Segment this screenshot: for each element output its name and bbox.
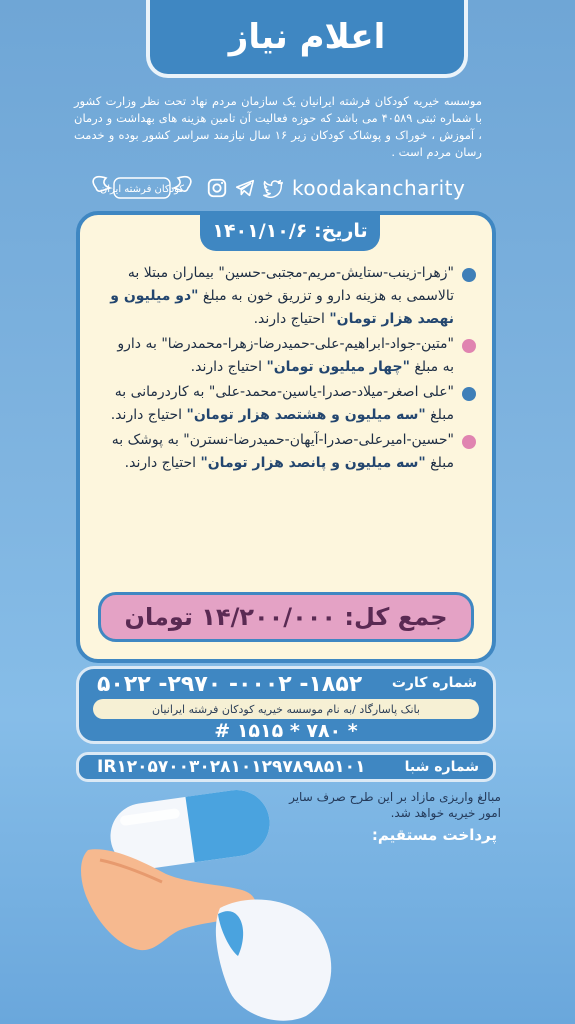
- sheba-box: [76, 752, 496, 782]
- bullet-dot-icon: [462, 435, 476, 449]
- date-label: تاریخ: ۱۴۰۱/۱۰/۶: [200, 211, 380, 251]
- sheba-number[interactable]: IR۱۲۰۵۷۰۰۳۰۲۸۱۰۱۲۹۷۸۹۸۵۱۰۱: [97, 757, 366, 777]
- bullet-dot-icon: [462, 387, 476, 401]
- bullet-dot-icon: [462, 268, 476, 282]
- need-tail: احتیاج دارند.: [190, 359, 267, 375]
- page-title: اعلام نیاز: [228, 17, 386, 57]
- need-text: "متین-جواد-ابراهیم-علی-حمیدرضا-زهرا-محمدرضا" به دارو به مبلغ: [117, 336, 454, 375]
- twitter-icon[interactable]: [262, 177, 284, 199]
- direct-payment-label: پرداخت مستقیم:: [371, 826, 497, 844]
- sheba-label: شماره شبا: [404, 759, 479, 775]
- need-tail: احتیاج دارند.: [110, 407, 187, 423]
- list-item: [104, 262, 476, 331]
- need-amount: "چهار میلیون تومان": [266, 359, 410, 375]
- charity-logo: [88, 170, 196, 206]
- account-number[interactable]: # ۱۵۱۵ * ۷۸۰ *: [214, 720, 358, 742]
- need-text: "علی اصغر-میلاد-صدرا-یاسین-محمد-علی" به کاردرمانی به مبلغ: [114, 384, 454, 423]
- need-tail: احتیاج دارند.: [124, 455, 201, 471]
- list-item: [104, 381, 476, 427]
- total-amount: جمع کل: ۱۴/۲۰۰/۰۰۰ تومان: [98, 592, 474, 642]
- card-number-label: شماره کارت: [391, 675, 477, 691]
- surplus-note: مبالغ واریزی مازاد بر این طرح صرف سایر امور خیریه خواهد شد.: [289, 790, 501, 820]
- social-bar: [88, 170, 480, 206]
- title-banner: [146, 0, 468, 78]
- social-handle[interactable]: koodakancharity: [292, 176, 466, 200]
- list-item: [104, 333, 476, 379]
- bullet-dot-icon: [462, 339, 476, 353]
- list-item: [104, 429, 476, 475]
- needs-list: [104, 262, 476, 477]
- need-amount: "دو میلیون و نهصد هزار تومان": [110, 288, 454, 327]
- bank-name: بانک پاسارگاد /به نام موسسه خیریه کودکان فرشته ایرانیان: [93, 699, 479, 719]
- need-amount: "سه میلیون و پانصد هزار تومان": [200, 455, 426, 471]
- need-text: "حسین-امیرعلی-صدرا-آیهان-حمیدرضا-نسترن" به پوشک به مبلغ: [111, 432, 454, 471]
- need-amount: "سه میلیون و هشتصد هزار تومان": [186, 407, 426, 423]
- card-number-box: [76, 666, 496, 744]
- card-number[interactable]: ۵۰۲۲ -۲۹۷۰ -۰۰۰۲ -۱۸۵۲: [97, 672, 363, 697]
- telegram-icon[interactable]: [234, 177, 256, 199]
- intro-text: موسسه خیریه کودکان فرشته ایرانیان یک سازمان مردم نهاد تحت نظر وزارت کشور با شماره ثبتی ۴۰۵۸۹ می باشد که حوزه فعالیت آن تامین هزینه های بهداشت و درمان ، آموزش ، خوراک و پوشاک کودکان زیر ۱۶ سال نیازمند سراسر کشور بوده و خدمت رسان مردم است .: [74, 94, 482, 159]
- instagram-icon[interactable]: [206, 177, 228, 199]
- svg-text:کودکان فرشته ایران: کودکان فرشته ایران: [99, 184, 185, 195]
- need-text: "زهرا-زینب-ستایش-مریم-مجتبی-حسین" بیماران مبتلا به تالاسمی به هزینه دارو و تزریق خون به مبلغ: [127, 265, 454, 304]
- need-tail: احتیاج دارند.: [253, 311, 330, 327]
